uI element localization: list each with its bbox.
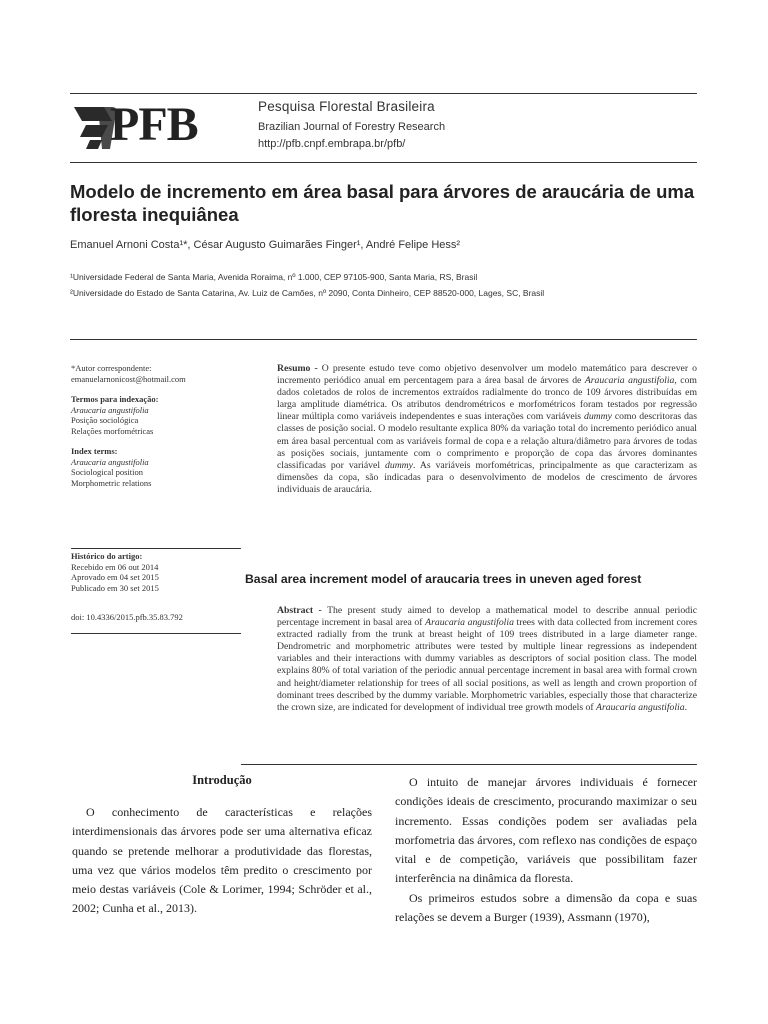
- affiliation-2: ²Universidade do Estado de Santa Catarina, Av. Luiz de Camões, nº 2090, Conta Dinheiro, CEP 88520-000, Lages, SC, Brasil: [70, 288, 545, 298]
- abstract-text: [277, 605, 697, 714]
- resumo-part: como descritoras das classes de posição social. O modelo resultante explica 80% da variação total do incremento periódico anual em área basal percentual com as variáveis formal de copa e a relação altura/diâmetro para árvores de todas as posições sociais, juntamente com o comprimento e proporção de copa das árvores dominantes classificadas por variável: [277, 411, 697, 471]
- index-terms-en-label: Index terms:: [71, 446, 118, 456]
- journal-url[interactable]: http://pfb.cnpf.embrapa.br/pfb/: [258, 138, 406, 150]
- corresponding-label: *Autor correspondente:: [71, 363, 152, 373]
- index-term: Posição sociológica: [71, 415, 139, 425]
- article-history: [71, 551, 241, 593]
- abstract-part: .: [684, 701, 688, 713]
- index-term: Araucaria angustifolia: [71, 456, 149, 467]
- journal-subtitle: Brazilian Journal of Forestry Research: [258, 121, 446, 133]
- header-top-rule: [70, 93, 697, 94]
- index-term: Sociological position: [71, 467, 144, 477]
- intro-paragraph-1: O conhecimento de características e relações interdimensionais das árvores pode ser uma alternativa eficaz quando se pretende melhorar a produtividade das florestas, uma vez que vários modelos têm predito o crescimento por meio destas variáveis (Cole & Lorimer, 1994; Schröder et al., 2002; Cunha et al., 2013).: [72, 805, 372, 916]
- received-date: Recebido em 06 out 2014: [71, 561, 159, 572]
- resumo-part: O presente estudo teve como objetivo desenvolver um modelo matemático para descrever o incremento periódico anual em percentagem para a área basal de árvores de: [277, 363, 698, 387]
- title-bottom-rule: [70, 339, 697, 340]
- index-term: Araucaria angustifolia: [71, 404, 149, 415]
- abstract-part: trees with data collected from increment cores extracted radially from the trunk at breast height of 109 trees distributed in a large diameter range. Dendrometric and morphometric attributes were tested by multiple linear regressions as independent variables and their interactions with dummy variables as descriptors of social position class. The model explains 80% of total variation of the periodic annual percentage increment in basal area with formal crown and height/diameter relationship for trees of all social positions, as well as length and crown proportion of dominant trees described by the dummy variable. Morphometric variables, especially those that characterize the crown size, are indicated for development of individual tree growth models of: [277, 617, 697, 713]
- section-heading-introducao: Introdução: [192, 773, 252, 787]
- abstract-label: Abstract -: [277, 605, 322, 616]
- species-name: Araucaria angustifolia: [596, 701, 685, 713]
- published-date: Publicado em 30 set 2015: [71, 582, 159, 593]
- affiliation-1: ¹Universidade Federal de Santa Maria, Avenida Roraima, nº 1.000, CEP 97105-900, Santa Maria, RS, Brasil: [70, 272, 478, 282]
- doi-link[interactable]: doi: 10.4336/2015.pfb.35.83.792: [71, 612, 183, 622]
- species-name: Araucaria angustifolia: [584, 375, 675, 387]
- index-terms-pt-label: Termos para indexação:: [71, 394, 159, 404]
- dummy-term: dummy: [385, 459, 413, 471]
- article-title: Modelo de incremento em área basal para árvores de araucária de uma floresta inequiânea: [70, 181, 695, 225]
- journal-logo: [72, 98, 232, 151]
- logo-text: PFB: [110, 98, 198, 151]
- corresponding-author-block: [71, 363, 241, 384]
- resumo-text: [277, 363, 697, 496]
- intro-paragraph-3: Os primeiros estudos sobre a dimensão da copa e suas relações se devem a Burger (1939), Assmann (1970),: [395, 890, 697, 925]
- intro-paragraph-2: O intuito de manejar árvores individuais é fornecer condições ideais de crescimento, procurando maximizar o seu incremento. Essas condições podem ser avaliadas pela morfometria das árvores, com reflexo nas condições de espaço vital e de competição, variáveis que possibilitam fazer interferência na dinâmica da floresta.: [395, 775, 697, 886]
- index-term: Morphometric relations: [71, 477, 152, 488]
- corresponding-email[interactable]: emanuelarnonicost@hotmail.com: [71, 373, 186, 384]
- history-bottom-rule: [71, 633, 241, 634]
- journal-name: Pesquisa Florestal Brasileira: [258, 99, 435, 114]
- resumo-part: . As variáveis morfométricas, principalmente as que caracterizam as dimensões da copa, são indicadas para o desenvolvimento de modelos de crescimento de árvores individuais de araucária.: [277, 459, 698, 495]
- abstract-bottom-rule: [241, 764, 697, 765]
- approved-date: Aprovado em 04 set 2015: [71, 572, 159, 582]
- body-column-left: [72, 803, 372, 919]
- history-top-rule: [71, 548, 241, 549]
- resumo-label: Resumo -: [277, 363, 318, 374]
- abstract-part: The present study aimed to develop a mathematical model to describe annual periodic percentage increment in basal area of: [277, 605, 697, 629]
- english-title: Basal area increment model of araucaria trees in uneven aged forest: [245, 572, 642, 586]
- index-terms-en-block: [71, 446, 241, 488]
- history-label: Histórico do artigo:: [71, 551, 143, 561]
- index-terms-pt-block: [71, 394, 241, 436]
- index-term: Relações morfométricas: [71, 425, 154, 436]
- species-name: Araucaria angustifolia: [425, 617, 514, 629]
- resumo-part: , com dados coletados de rolos de incrementos extraídos radialmente do tronco de 109 árvores distribuídas em larga amplitude diamétrica. Os atributos dendrométricos e morfométricos foram testados por regressão linear múltipla como variáveis independentes e suas interações com variáveis: [277, 375, 697, 423]
- dummy-term: dummy: [583, 411, 612, 423]
- author-list: Emanuel Arnoni Costa¹*, César Augusto Guimarães Finger¹, André Felipe Hess²: [70, 239, 461, 251]
- header-bottom-rule: [70, 162, 697, 163]
- article-sidebar: [71, 363, 241, 498]
- body-column-right: [395, 773, 697, 927]
